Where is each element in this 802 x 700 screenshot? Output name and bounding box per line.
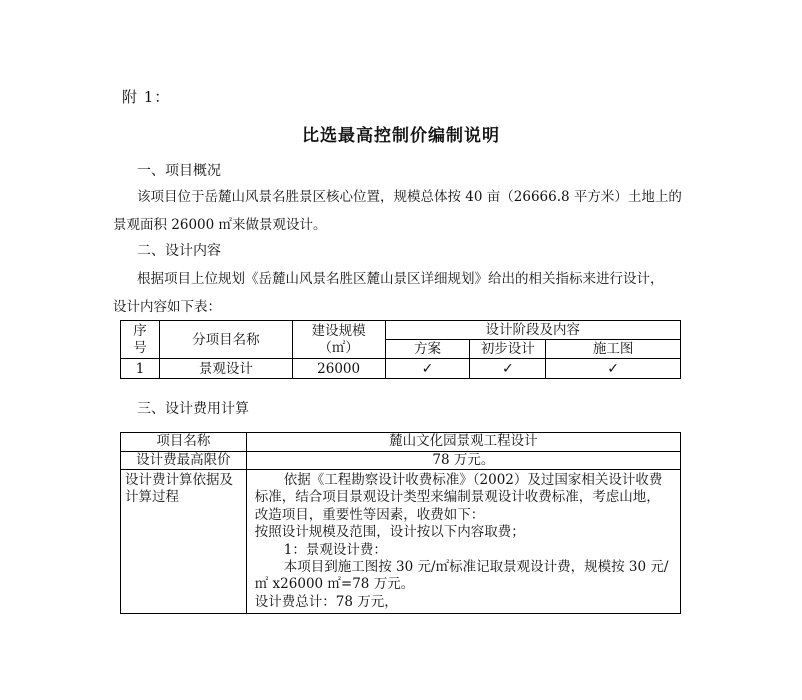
fee-max-label: 设计费最高限价: [121, 452, 247, 470]
col-header-scale-line2: （㎡）: [318, 339, 359, 356]
col-header-stage: 设计阶段及内容: [385, 321, 680, 340]
fee-header-label: 项目名称: [121, 433, 247, 452]
design-content-table: [120, 320, 681, 379]
fee-basis-detail: [246, 470, 680, 614]
row-scale: 26000: [292, 359, 385, 379]
fee-calculation-table: [120, 432, 681, 614]
section1-heading: 一、项目概况: [137, 163, 221, 179]
table-row: [121, 359, 681, 379]
section2-line1: 根据项目上位规划《岳麓山风景名胜区麓山景区详细规划》给出的相关指标来进行设计，: [137, 271, 664, 287]
row-seq: 1: [121, 359, 160, 379]
col-header-scale: [292, 321, 385, 359]
row-name: 景观设计: [159, 359, 292, 379]
fee-basis-line: ㎡ x26000 ㎡=78 万元。: [254, 576, 415, 593]
col-header-construction: 施工图: [546, 340, 681, 359]
section1-line1: 该项目位于岳麓山风景名胜景区核心位置，规模总体按 40 亩（26666.8 平方米）土地上的: [137, 189, 682, 205]
col-header-prelim: 初步设计: [470, 340, 546, 359]
section1-line2: 景观面积 26000 ㎡来做景观设计。: [113, 217, 327, 233]
fee-basis-line: 标准，结合项目景观设计类型来编制景观设计收费标准，考虑山地，: [254, 489, 660, 506]
fee-basis-line: 1：景观设计费：: [283, 541, 387, 558]
appendix-label: 附 1：: [122, 88, 171, 106]
fee-basis-line: 依据《工程勘察设计收费标准》（2002）及过国家相关设计收费: [283, 472, 663, 488]
col-header-scale-line1: 建设规模: [311, 322, 366, 339]
row-construction-check: ✓: [546, 359, 681, 379]
fee-basis-line: 设计费总计：78 万元，: [254, 593, 398, 610]
fee-basis-line: 本项目到施工图按 30 元/㎡标准记取景观设计费，规模按 30 元/: [283, 559, 669, 576]
col-header-scheme: 方案: [385, 340, 470, 359]
document-title: 比选最高控制价编制说明: [302, 126, 500, 146]
fee-basis-label: 设计费计算依据及计算过程: [121, 470, 247, 614]
row-prelim-check: ✓: [470, 359, 546, 379]
row-scheme-check: ✓: [385, 359, 470, 379]
col-header-name: 分项目名称: [159, 321, 292, 359]
fee-max-value: 78 万元。: [246, 452, 680, 470]
fee-basis-line: 改造项目，重要性等因素，收费如下：: [254, 506, 485, 523]
section3-heading: 三、设计费用计算: [137, 401, 249, 417]
col-header-seq: 序号: [121, 321, 160, 359]
fee-header-value: 麓山文化园景观工程设计: [246, 433, 680, 452]
section2-line2: 设计内容如下表：: [113, 299, 221, 315]
section2-heading: 二、设计内容: [137, 243, 221, 259]
fee-basis-line: 按照设计规模及范围，设计按以下内容取费；: [254, 524, 525, 541]
